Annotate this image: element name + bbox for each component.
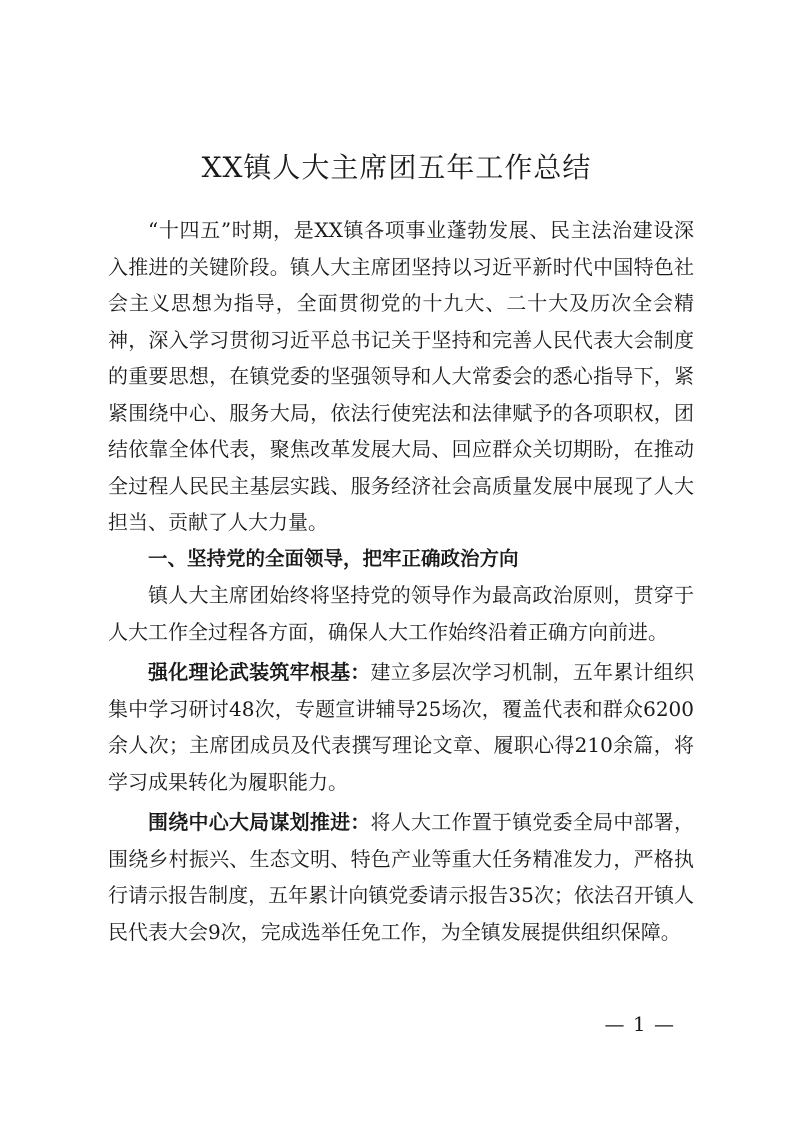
item-text-1: 建立多层次学习机制，五年累计组织集中学习研讨48次，专题宣讲辅导25场次，覆盖代表和群众6200余人次；主席团成员及代表撰写理论文章、履职心得210余篇，将学习成果转化为履职能力。 — [108, 660, 695, 794]
page-number: — 1 — — [604, 1012, 675, 1036]
item-paragraph-2 — [108, 804, 694, 950]
item-lead-1: 强化理论武装筑牢根基： — [148, 660, 371, 684]
document-title: XX镇人大主席团五年工作总结 — [201, 151, 592, 184]
intro-paragraph: “十四五”时期，是XX镇各项事业蓬勃发展、民主法治建设深入推进的关键阶段。镇人大主席团坚持以习近平新时代中国特色社会主义思想为指导，全面贯彻党的十九大、二十大及历次全会精神，深入学习贯彻习近平总书记关于坚持和完善人民代表大会制度的重要思想，在镇党委的坚强领导和人大常委会的悉心指导下，紧紧围绕中心、服务大局，依法行使宪法和法律赋予的各项职权，团结依靠全体代表，聚焦改革发展大局、回应群众关切期盼，在推动全过程人民民主基层实践、服务经济社会高质量发展中展现了人大担当、贡献了人大力量。 — [108, 218, 694, 534]
item-text-2: 将人大工作置于镇党委全局中部署，围绕乡村振兴、生态文明、特色产业等重大任务精准发力，严格执行请示报告制度，五年累计向镇党委请示报告35次；依法召开镇人民代表大会9次，完成选举任免工作，为全镇发展提供组织保障。 — [108, 810, 695, 944]
section-1-paragraph: 镇人大主席团始终将坚持党的领导作为最高政治原则，贯穿于人大工作全过程各方面，确保人大工作始终沿着正确方向前进。 — [108, 583, 694, 644]
item-paragraph-1 — [108, 654, 694, 800]
item-lead-2: 围绕中心大局谋划推进： — [148, 810, 371, 834]
document-body — [108, 212, 694, 950]
section-heading-1: 一、坚持党的全面领导，把牢正确政治方向 — [148, 546, 519, 570]
